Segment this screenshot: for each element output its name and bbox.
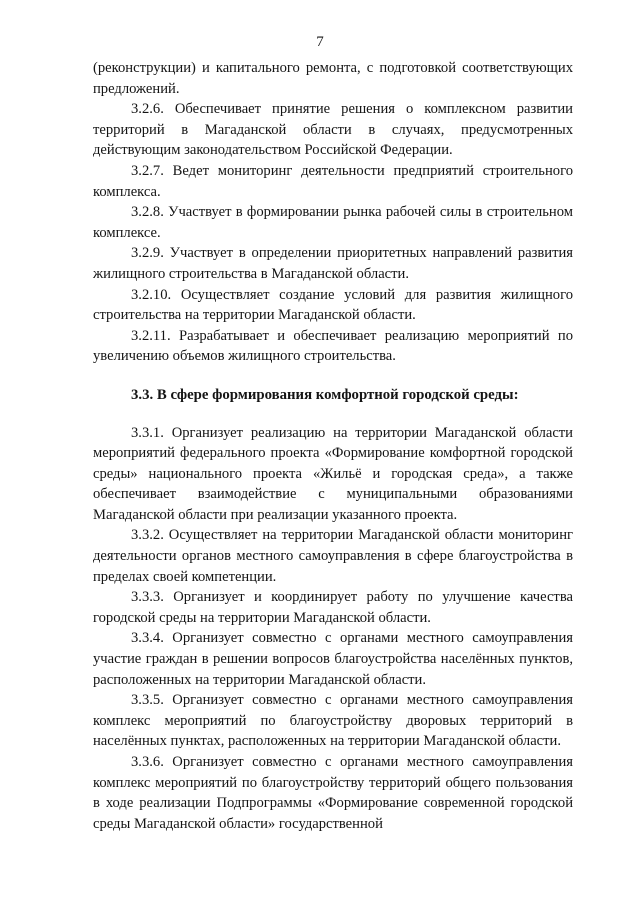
paragraph-3-3-1: 3.3.1. Организует реализацию на территории Магаданской области мероприятий федерального проекта «Формирование комфортной городской среды» национального проекта «Жильё и городская среда», а также обеспечивает взаимодействие с муниципальными образованиями Магаданской области при реализации указанного проекта.	[93, 424, 573, 523]
paragraph-3-2-11: 3.2.11. Разрабатывает и обеспечивает реализацию мероприятий по увеличению объемов жилищного строительства.	[93, 327, 573, 365]
paragraph-3-2-10: 3.2.10. Осуществляет создание условий для развития жилищного строительства на территории Магаданской области.	[93, 286, 573, 324]
paragraph-3-2-6: 3.2.6. Обеспечивает принятие решения о комплексном развитии территорий в Магаданской области в случаях, предусмотренных действующим законодательством Российской Федерации.	[93, 101, 573, 159]
paragraph-3-2-8: 3.2.8. Участвует в формировании рынка рабочей силы в строительном комплексе.	[93, 204, 573, 241]
section-heading: 3.3. В сфере формирования комфортной городской среды:	[131, 386, 519, 403]
paragraph-3-2-7: 3.2.7. Ведет мониторинг деятельности предприятий строительного комплекса.	[93, 162, 573, 200]
paragraph-3-2-9: 3.2.9. Участвует в определении приоритетных направлений развития жилищного строительства в Магаданской области.	[93, 245, 573, 282]
page-number: 7	[316, 34, 324, 50]
document-body	[93, 58, 573, 834]
paragraph-3-3-2: 3.3.2. Осуществляет на территории Магаданской области мониторинг деятельности органов местного самоуправления в сфере благоустройства в пределах своей компетенции.	[93, 527, 573, 585]
paragraph-3-3-6: 3.3.6. Организует совместно с органами местного самоуправления комплекс мероприятий по благоустройству территорий общего пользования в ходе реализации Подпрограммы «Формирование современной городской среды Магаданской области» государственной	[93, 754, 573, 832]
paragraph-3-3-3: 3.3.3. Организует и координирует работу по улучшение качества городской среды на территории Магаданской области.	[93, 589, 573, 626]
paragraph: (реконструкции) и капитального ремонта, с подготовкой соответствующих предложений.	[93, 60, 573, 97]
paragraph-3-3-5: 3.3.5. Организует совместно с органами местного самоуправления комплекс мероприятий по благоустройству дворовых территорий в населённых пунктах, расположенных на территории Магаданской области.	[93, 692, 573, 750]
paragraph-3-3-4: 3.3.4. Организует совместно с органами местного самоуправления участие граждан в решении вопросов благоустройства населённых пунктов, расположенных на территории Магаданской области.	[93, 630, 573, 688]
